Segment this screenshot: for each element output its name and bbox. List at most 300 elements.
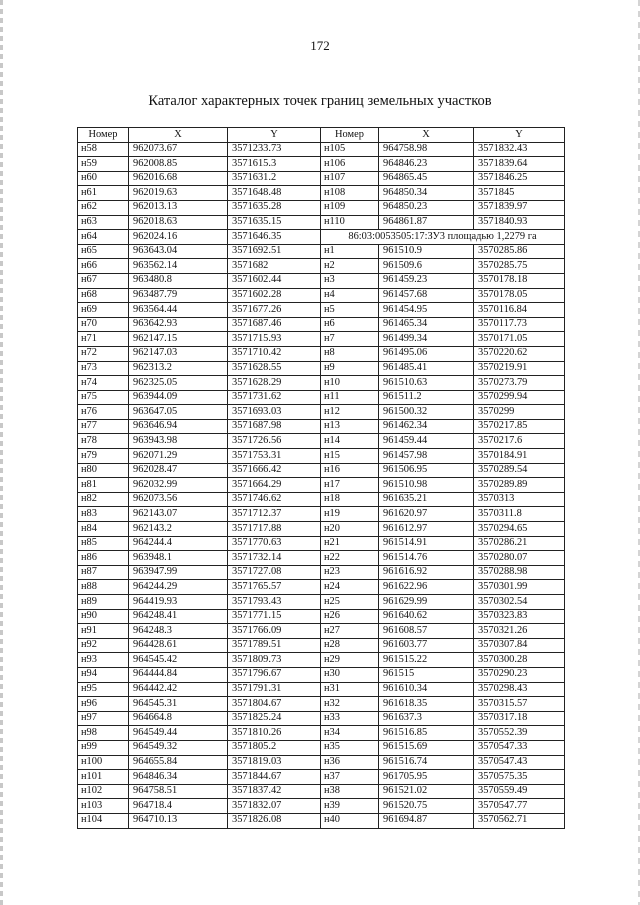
x-coordinate-left: 964655.84: [129, 755, 228, 770]
point-number-right: н109: [321, 200, 379, 215]
x-coordinate-right: 961462.34: [379, 419, 474, 434]
point-number-right: н34: [321, 726, 379, 741]
table-row: [78, 186, 565, 201]
y-coordinate-right: 3570298.43: [474, 682, 565, 697]
y-coordinate-right: 3571839.64: [474, 157, 565, 172]
y-coordinate-right: 3570307.84: [474, 638, 565, 653]
point-number-left: н80: [78, 463, 129, 478]
y-coordinate-left: 3571602.28: [228, 288, 321, 303]
x-coordinate-left: 962016.68: [129, 171, 228, 186]
y-coordinate-left: 3571844.67: [228, 770, 321, 785]
x-coordinate-right: 964850.23: [379, 200, 474, 215]
table-row: [78, 230, 565, 245]
y-coordinate-left: 3571810.26: [228, 726, 321, 741]
y-coordinate-left: 3571819.03: [228, 755, 321, 770]
point-number-left: н89: [78, 595, 129, 610]
point-number-right: н29: [321, 653, 379, 668]
table-row: [78, 142, 565, 157]
x-coordinate-left: 963487.79: [129, 288, 228, 303]
y-coordinate-left: 3571715.93: [228, 332, 321, 347]
point-number-left: н79: [78, 449, 129, 464]
y-coordinate-left: 3571664.29: [228, 478, 321, 493]
y-coordinate-left: 3571837.42: [228, 784, 321, 799]
point-number-right: н19: [321, 507, 379, 522]
x-coordinate-right: 961514.76: [379, 551, 474, 566]
scan-edge-left: [0, 0, 3, 905]
y-coordinate-left: 3571791.31: [228, 682, 321, 697]
x-coordinate-right: 961511.2: [379, 390, 474, 405]
x-coordinate-left: 964545.31: [129, 697, 228, 712]
point-number-right: н26: [321, 609, 379, 624]
point-number-right: н6: [321, 317, 379, 332]
y-coordinate-right: 3570178.18: [474, 273, 565, 288]
table-row: [78, 449, 565, 464]
x-coordinate-left: 962024.16: [129, 230, 228, 245]
x-coordinate-left: 962147.03: [129, 346, 228, 361]
point-number-left: н86: [78, 551, 129, 566]
y-coordinate-right: 3570300.28: [474, 653, 565, 668]
x-coordinate-left: 964758.51: [129, 784, 228, 799]
x-coordinate-left: 962013.13: [129, 200, 228, 215]
coordinates-table: [77, 127, 565, 829]
point-number-right: н5: [321, 303, 379, 318]
table-row: [78, 813, 565, 828]
point-number-left: н101: [78, 770, 129, 785]
x-coordinate-left: 963944.09: [129, 390, 228, 405]
y-coordinate-left: 3571753.31: [228, 449, 321, 464]
point-number-right: н4: [321, 288, 379, 303]
point-number-left: н93: [78, 653, 129, 668]
x-coordinate-right: 964850.34: [379, 186, 474, 201]
table-row: [78, 799, 565, 814]
point-number-left: н92: [78, 638, 129, 653]
y-coordinate-right: 3570289.89: [474, 478, 565, 493]
y-coordinate-left: 3571826.08: [228, 813, 321, 828]
y-coordinate-right: 3570280.07: [474, 551, 565, 566]
x-coordinate-left: 963643.04: [129, 244, 228, 259]
x-coordinate-right: 961459.23: [379, 273, 474, 288]
x-coordinate-left: 962073.67: [129, 142, 228, 157]
point-number-left: н76: [78, 405, 129, 420]
x-coordinate-right: 961694.87: [379, 813, 474, 828]
x-coordinate-right: 961608.57: [379, 624, 474, 639]
table-row: [78, 332, 565, 347]
x-coordinate-right: 961510.9: [379, 244, 474, 259]
x-coordinate-left: 963647.05: [129, 405, 228, 420]
table-row: [78, 200, 565, 215]
x-coordinate-right: 964865.45: [379, 171, 474, 186]
point-number-left: н58: [78, 142, 129, 157]
y-coordinate-right: 3570220.62: [474, 346, 565, 361]
point-number-right: н107: [321, 171, 379, 186]
table-row: [78, 536, 565, 551]
x-coordinate-left: 962143.2: [129, 522, 228, 537]
table-row: [78, 638, 565, 653]
y-coordinate-left: 3571805.2: [228, 740, 321, 755]
point-number-right: н17: [321, 478, 379, 493]
table-row: [78, 288, 565, 303]
point-number-right: н105: [321, 142, 379, 157]
y-coordinate-left: 3571646.35: [228, 230, 321, 245]
y-coordinate-right: 3570302.54: [474, 595, 565, 610]
x-coordinate-right: 961516.85: [379, 726, 474, 741]
point-number-left: н60: [78, 171, 129, 186]
y-coordinate-left: 3571677.26: [228, 303, 321, 318]
point-number-left: н100: [78, 755, 129, 770]
x-coordinate-left: 964442.42: [129, 682, 228, 697]
x-coordinate-left: 962325.05: [129, 376, 228, 391]
table-row: [78, 244, 565, 259]
point-number-left: н68: [78, 288, 129, 303]
y-coordinate-right: 3571846.25: [474, 171, 565, 186]
y-coordinate-right: 3570219.91: [474, 361, 565, 376]
table-body: [78, 142, 565, 828]
point-number-left: н64: [78, 230, 129, 245]
y-coordinate-left: 3571687.46: [228, 317, 321, 332]
point-number-right: н33: [321, 711, 379, 726]
y-coordinate-right: 3570290.23: [474, 667, 565, 682]
y-coordinate-right: 3570273.79: [474, 376, 565, 391]
y-coordinate-right: 3570171.05: [474, 332, 565, 347]
y-coordinate-left: 3571692.51: [228, 244, 321, 259]
table-row: [78, 565, 565, 580]
y-coordinate-right: 3570117.73: [474, 317, 565, 332]
point-number-left: н98: [78, 726, 129, 741]
point-number-right: н8: [321, 346, 379, 361]
y-coordinate-left: 3571765.57: [228, 580, 321, 595]
table-row: [78, 711, 565, 726]
point-number-right: н18: [321, 492, 379, 507]
x-coordinate-right: 961506.95: [379, 463, 474, 478]
x-coordinate-right: 961620.97: [379, 507, 474, 522]
y-coordinate-right: 3570559.49: [474, 784, 565, 799]
point-number-left: н99: [78, 740, 129, 755]
y-coordinate-right: 3570288.98: [474, 565, 565, 580]
x-coordinate-left: 962008.85: [129, 157, 228, 172]
y-coordinate-left: 3571789.51: [228, 638, 321, 653]
x-coordinate-left: 964545.42: [129, 653, 228, 668]
y-coordinate-left: 3571727.08: [228, 565, 321, 580]
point-number-right: н106: [321, 157, 379, 172]
x-coordinate-left: 963646.94: [129, 419, 228, 434]
table-row: [78, 653, 565, 668]
point-number-left: н78: [78, 434, 129, 449]
point-number-left: н85: [78, 536, 129, 551]
table-row: [78, 682, 565, 697]
point-number-left: н59: [78, 157, 129, 172]
point-number-left: н67: [78, 273, 129, 288]
x-coordinate-right: 961516.74: [379, 755, 474, 770]
x-coordinate-left: 962313.2: [129, 361, 228, 376]
x-coordinate-left: 963947.99: [129, 565, 228, 580]
table-row: [78, 595, 565, 610]
point-number-left: н84: [78, 522, 129, 537]
x-coordinate-left: 963564.44: [129, 303, 228, 318]
point-number-right: н12: [321, 405, 379, 420]
x-coordinate-left: 962147.15: [129, 332, 228, 347]
point-number-left: н74: [78, 376, 129, 391]
table-row: [78, 755, 565, 770]
table-row: [78, 478, 565, 493]
x-coordinate-left: 964419.93: [129, 595, 228, 610]
x-coordinate-right: 961514.91: [379, 536, 474, 551]
y-coordinate-left: 3571687.98: [228, 419, 321, 434]
point-number-right: н35: [321, 740, 379, 755]
point-number-left: н102: [78, 784, 129, 799]
x-coordinate-left: 964664.8: [129, 711, 228, 726]
y-coordinate-left: 3571726.56: [228, 434, 321, 449]
table-row: [78, 784, 565, 799]
point-number-right: н23: [321, 565, 379, 580]
table-row: [78, 215, 565, 230]
y-coordinate-right: 3570286.21: [474, 536, 565, 551]
y-coordinate-right: 3571839.97: [474, 200, 565, 215]
point-number-right: н21: [321, 536, 379, 551]
y-coordinate-left: 3571832.07: [228, 799, 321, 814]
y-coordinate-right: 3570323.83: [474, 609, 565, 624]
y-coordinate-right: 3570301.99: [474, 580, 565, 595]
x-coordinate-left: 964710.13: [129, 813, 228, 828]
table-row: [78, 390, 565, 405]
x-coordinate-left: 963562.14: [129, 259, 228, 274]
x-coordinate-right: 961465.34: [379, 317, 474, 332]
x-coordinate-right: 964861.87: [379, 215, 474, 230]
x-coordinate-left: 962019.63: [129, 186, 228, 201]
y-coordinate-right: 3570116.84: [474, 303, 565, 318]
point-number-left: н63: [78, 215, 129, 230]
point-number-right: н3: [321, 273, 379, 288]
point-number-right: н7: [321, 332, 379, 347]
header-number-left: Номер: [78, 128, 129, 143]
point-number-right: н22: [321, 551, 379, 566]
point-number-right: н32: [321, 697, 379, 712]
parcel-heading: 86:03:0053505:17:ЗУ3 площадью 1,2279 га: [321, 230, 565, 245]
x-coordinate-right: 961459.44: [379, 434, 474, 449]
y-coordinate-left: 3571809.73: [228, 653, 321, 668]
point-number-right: н110: [321, 215, 379, 230]
x-coordinate-right: 961457.98: [379, 449, 474, 464]
y-coordinate-right: 3570317.18: [474, 711, 565, 726]
y-coordinate-right: 3571840.93: [474, 215, 565, 230]
y-coordinate-left: 3571635.28: [228, 200, 321, 215]
x-coordinate-right: 961705.95: [379, 770, 474, 785]
y-coordinate-left: 3571628.55: [228, 361, 321, 376]
y-coordinate-left: 3571793.43: [228, 595, 321, 610]
y-coordinate-left: 3571631.2: [228, 171, 321, 186]
table-row: [78, 492, 565, 507]
x-coordinate-right: 964846.23: [379, 157, 474, 172]
point-number-left: н61: [78, 186, 129, 201]
x-coordinate-right: 961521.02: [379, 784, 474, 799]
x-coordinate-right: 961520.75: [379, 799, 474, 814]
x-coordinate-left: 964846.34: [129, 770, 228, 785]
point-number-left: н103: [78, 799, 129, 814]
x-coordinate-left: 964718.4: [129, 799, 228, 814]
x-coordinate-left: 962071.29: [129, 449, 228, 464]
table-row: [78, 522, 565, 537]
point-number-right: н2: [321, 259, 379, 274]
x-coordinate-left: 963480.8: [129, 273, 228, 288]
y-coordinate-left: 3571771.15: [228, 609, 321, 624]
y-coordinate-right: 3570321.26: [474, 624, 565, 639]
x-coordinate-right: 961622.96: [379, 580, 474, 595]
table-row: [78, 303, 565, 318]
point-number-right: н13: [321, 419, 379, 434]
point-number-left: н72: [78, 346, 129, 361]
x-coordinate-left: 962028.47: [129, 463, 228, 478]
point-number-left: н97: [78, 711, 129, 726]
y-coordinate-right: 3570547.77: [474, 799, 565, 814]
x-coordinate-left: 964248.41: [129, 609, 228, 624]
x-coordinate-right: 961603.77: [379, 638, 474, 653]
table-row: [78, 361, 565, 376]
y-coordinate-right: 3570575.35: [474, 770, 565, 785]
x-coordinate-right: 961510.98: [379, 478, 474, 493]
point-number-right: н25: [321, 595, 379, 610]
table-row: [78, 463, 565, 478]
x-coordinate-left: 962032.99: [129, 478, 228, 493]
point-number-right: н14: [321, 434, 379, 449]
x-coordinate-right: 961629.99: [379, 595, 474, 610]
table-row: [78, 609, 565, 624]
y-coordinate-left: 3571731.62: [228, 390, 321, 405]
point-number-right: н1: [321, 244, 379, 259]
y-coordinate-right: 3571832.43: [474, 142, 565, 157]
page-number: 172: [310, 38, 330, 53]
header-number-right: Номер: [321, 128, 379, 143]
point-number-right: н38: [321, 784, 379, 799]
table-row: [78, 624, 565, 639]
x-coordinate-right: 961495.06: [379, 346, 474, 361]
y-coordinate-left: 3571693.03: [228, 405, 321, 420]
y-coordinate-left: 3571233.73: [228, 142, 321, 157]
point-number-right: н39: [321, 799, 379, 814]
x-coordinate-left: 964248.3: [129, 624, 228, 639]
table-row: [78, 259, 565, 274]
y-coordinate-left: 3571648.48: [228, 186, 321, 201]
point-number-right: н36: [321, 755, 379, 770]
y-coordinate-right: 3570217.6: [474, 434, 565, 449]
x-coordinate-left: 963642.93: [129, 317, 228, 332]
table-row: [78, 376, 565, 391]
y-coordinate-left: 3571804.67: [228, 697, 321, 712]
point-number-left: н73: [78, 361, 129, 376]
table-row: [78, 740, 565, 755]
x-coordinate-left: 963948.1: [129, 551, 228, 566]
y-coordinate-right: 3570289.54: [474, 463, 565, 478]
table-row: [78, 580, 565, 595]
y-coordinate-right: 3570178.05: [474, 288, 565, 303]
y-coordinate-right: 3570299: [474, 405, 565, 420]
y-coordinate-right: 3570285.86: [474, 244, 565, 259]
x-coordinate-right: 961509.6: [379, 259, 474, 274]
table-row: [78, 667, 565, 682]
y-coordinate-left: 3571717.88: [228, 522, 321, 537]
table-row: [78, 157, 565, 172]
table-row: [78, 419, 565, 434]
table-row: [78, 346, 565, 361]
point-number-left: н75: [78, 390, 129, 405]
x-coordinate-right: 961610.34: [379, 682, 474, 697]
y-coordinate-right: 3570547.33: [474, 740, 565, 755]
y-coordinate-right: 3570547.43: [474, 755, 565, 770]
point-number-left: н96: [78, 697, 129, 712]
y-coordinate-left: 3571712.37: [228, 507, 321, 522]
point-number-right: н27: [321, 624, 379, 639]
x-coordinate-right: 961640.62: [379, 609, 474, 624]
x-coordinate-right: 961499.34: [379, 332, 474, 347]
header-y-left: Y: [228, 128, 321, 143]
x-coordinate-right: 961635.21: [379, 492, 474, 507]
point-number-left: н83: [78, 507, 129, 522]
point-number-right: н30: [321, 667, 379, 682]
point-number-left: н91: [78, 624, 129, 639]
y-coordinate-left: 3571825.24: [228, 711, 321, 726]
point-number-left: н62: [78, 200, 129, 215]
x-coordinate-right: 961457.68: [379, 288, 474, 303]
y-coordinate-right: 3570285.75: [474, 259, 565, 274]
y-coordinate-right: 3570313: [474, 492, 565, 507]
table-row: [78, 405, 565, 420]
point-number-left: н66: [78, 259, 129, 274]
y-coordinate-right: 3570217.85: [474, 419, 565, 434]
point-number-right: н37: [321, 770, 379, 785]
table-row: [78, 726, 565, 741]
point-number-left: н77: [78, 419, 129, 434]
document-title: Каталог характерных точек границ земельных участков: [148, 93, 492, 109]
point-number-left: н90: [78, 609, 129, 624]
point-number-right: н11: [321, 390, 379, 405]
x-coordinate-right: 961515.69: [379, 740, 474, 755]
x-coordinate-right: 961515: [379, 667, 474, 682]
table-row: [78, 697, 565, 712]
point-number-right: н15: [321, 449, 379, 464]
point-number-left: н65: [78, 244, 129, 259]
point-number-left: н70: [78, 317, 129, 332]
table-row: [78, 551, 565, 566]
header-x-right: X: [379, 128, 474, 143]
y-coordinate-right: 3570299.94: [474, 390, 565, 405]
table-header-row: [78, 128, 565, 143]
point-number-right: н108: [321, 186, 379, 201]
point-number-right: н40: [321, 813, 379, 828]
point-number-left: н81: [78, 478, 129, 493]
y-coordinate-right: 3570552.39: [474, 726, 565, 741]
y-coordinate-left: 3571602.44: [228, 273, 321, 288]
y-coordinate-right: 3570311.8: [474, 507, 565, 522]
point-number-right: н10: [321, 376, 379, 391]
x-coordinate-left: 964444.84: [129, 667, 228, 682]
x-coordinate-left: 962073.56: [129, 492, 228, 507]
x-coordinate-right: 961612.97: [379, 522, 474, 537]
point-number-left: н82: [78, 492, 129, 507]
table-row: [78, 317, 565, 332]
y-coordinate-right: 3570184.91: [474, 449, 565, 464]
point-number-right: н16: [321, 463, 379, 478]
x-coordinate-right: 961637.3: [379, 711, 474, 726]
point-number-right: н20: [321, 522, 379, 537]
y-coordinate-left: 3571732.14: [228, 551, 321, 566]
point-number-right: н31: [321, 682, 379, 697]
x-coordinate-left: 964549.44: [129, 726, 228, 741]
header-x-left: X: [129, 128, 228, 143]
x-coordinate-right: 961500.32: [379, 405, 474, 420]
table-row: [78, 770, 565, 785]
y-coordinate-left: 3571682: [228, 259, 321, 274]
x-coordinate-left: 964244.4: [129, 536, 228, 551]
y-coordinate-left: 3571746.62: [228, 492, 321, 507]
x-coordinate-right: 961454.95: [379, 303, 474, 318]
